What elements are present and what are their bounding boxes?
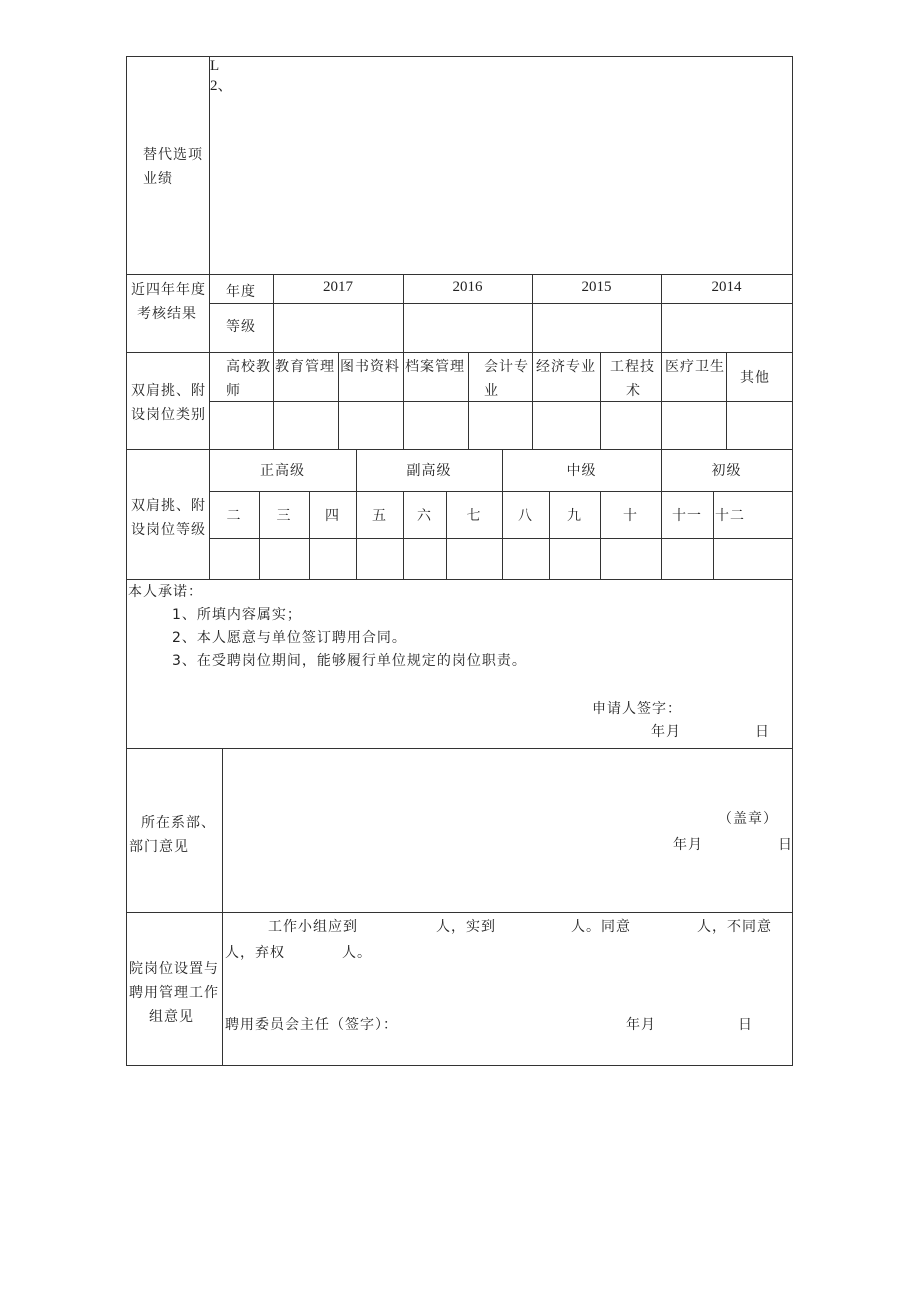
grade-input[interactable]	[274, 304, 402, 351]
grade-input[interactable]	[662, 304, 791, 351]
grade-input[interactable]	[404, 304, 531, 351]
committee-date-month: 年月	[626, 1017, 656, 1033]
pledge-item: 3、在受聘岗位期间，能够履行单位规定的岗位职责。	[172, 653, 527, 669]
grade-column: 三	[276, 508, 292, 524]
dept-date-month: 年月	[673, 837, 703, 853]
table-border-right	[792, 56, 793, 1066]
pledge-item: 2、本人愿意与单位签订聘用合同。	[172, 630, 407, 646]
grade-header: 等级	[226, 319, 256, 335]
category-option: 其他	[740, 370, 770, 386]
row-divider	[126, 579, 793, 580]
year-cell: 2016	[452, 279, 483, 295]
row-divider	[126, 274, 793, 275]
level-group: 中级	[566, 463, 597, 479]
committee-label-1: 院岗位设置与	[129, 961, 219, 977]
alt-item-1[interactable]: L	[210, 58, 220, 74]
dept-opinion-label-2: 部门意见	[129, 839, 189, 855]
level-label-1: 双肩挑、附	[131, 498, 206, 514]
row-divider	[126, 912, 793, 913]
category-option: 医疗卫生	[665, 359, 725, 375]
category-option: 教育管理	[275, 359, 335, 375]
year-cell: 2015	[581, 279, 612, 295]
year-cell: 2017	[323, 279, 353, 295]
chair-signature-label: 聘用委员会主任（签字）：	[225, 1017, 398, 1033]
row-divider	[126, 449, 793, 450]
col-divider	[403, 491, 404, 580]
grade-column: 二	[226, 508, 242, 524]
table-border-left	[126, 56, 127, 1066]
alt-achievement-label-1: 替代选项	[143, 147, 203, 163]
col-divider	[403, 352, 404, 450]
assessment-label-1: 近四年年度	[131, 282, 206, 298]
grade-input[interactable]	[533, 304, 660, 351]
col-divider	[600, 491, 601, 580]
dept-date-day: 日	[778, 837, 793, 853]
vote-text: 人，弃权	[225, 945, 285, 961]
vote-text: 工作小组应到	[268, 919, 358, 935]
level-group: 初级	[711, 463, 742, 479]
dept-opinion-field[interactable]	[223, 749, 791, 809]
col-divider	[338, 352, 339, 450]
col-divider	[273, 352, 274, 450]
col-divider	[713, 491, 714, 580]
committee-label-3: 组意见	[149, 1009, 194, 1025]
col-divider	[549, 491, 550, 580]
pledge-item: 1、所填内容属实；	[172, 607, 302, 623]
row-divider	[209, 538, 793, 539]
row-divider	[126, 352, 793, 353]
pledge-title: 本人承诺：	[128, 584, 203, 600]
committee-label-2: 聘用管理工作	[129, 985, 219, 1001]
level-group: 正高级	[260, 463, 305, 479]
level-group: 副高级	[406, 463, 452, 479]
pledge-date-day: 日	[755, 724, 770, 740]
level-label-2: 设岗位等级	[131, 522, 206, 538]
grade-column: 十	[623, 508, 638, 524]
category-option: 会计专	[484, 359, 529, 375]
grade-column: 九	[567, 508, 582, 524]
seal-label: （盖章）	[718, 811, 778, 827]
col-divider	[309, 491, 310, 580]
category-option: 师	[226, 383, 241, 399]
vote-text: 人，实到	[436, 919, 496, 935]
year-header: 年度	[226, 284, 256, 300]
col-divider	[259, 491, 260, 580]
col-divider	[209, 56, 210, 580]
col-divider	[600, 352, 601, 450]
grade-column: 十二	[715, 508, 745, 524]
category-option: 工程技	[610, 359, 655, 375]
grade-column: 五	[372, 508, 387, 524]
vote-text: 人。同意	[571, 919, 631, 935]
vote-text: 人，不同意	[697, 919, 772, 935]
vote-text: 人。	[342, 945, 372, 961]
applicant-signature-label: 申请人签字：	[592, 701, 682, 717]
grade-column: 十一	[672, 508, 702, 524]
dept-opinion-label-1: 所在系部、	[141, 815, 216, 831]
category-option: 高校教	[226, 359, 271, 375]
alt-achievement-label-2: 业绩	[143, 171, 173, 187]
category-label-1: 双肩挑、附	[131, 383, 206, 399]
committee-date-day: 日	[738, 1017, 753, 1033]
alt-item-2[interactable]: 2、	[210, 78, 233, 94]
category-option: 图书资料	[340, 359, 400, 375]
grade-column: 七	[466, 508, 482, 524]
row-divider	[209, 401, 793, 402]
grade-column: 八	[518, 508, 533, 524]
col-divider	[661, 352, 662, 450]
category-option: 术	[626, 383, 641, 399]
grade-column: 六	[417, 508, 432, 524]
col-divider	[468, 352, 469, 450]
table-border-top	[126, 56, 793, 57]
col-divider	[532, 352, 533, 450]
category-option: 档案管理	[405, 359, 465, 375]
category-option: 业	[484, 383, 499, 399]
row-divider	[209, 491, 793, 492]
year-cell: 2014	[711, 279, 742, 295]
assessment-label-2: 考核结果	[137, 306, 197, 322]
table-border-bottom	[126, 1065, 793, 1066]
category-label-2: 设岗位类别	[131, 407, 206, 423]
col-divider	[446, 491, 447, 580]
grade-column: 四	[325, 508, 340, 524]
pledge-date-month: 年月	[651, 724, 681, 740]
category-option: 经济专业	[536, 359, 596, 375]
col-divider	[726, 352, 727, 450]
